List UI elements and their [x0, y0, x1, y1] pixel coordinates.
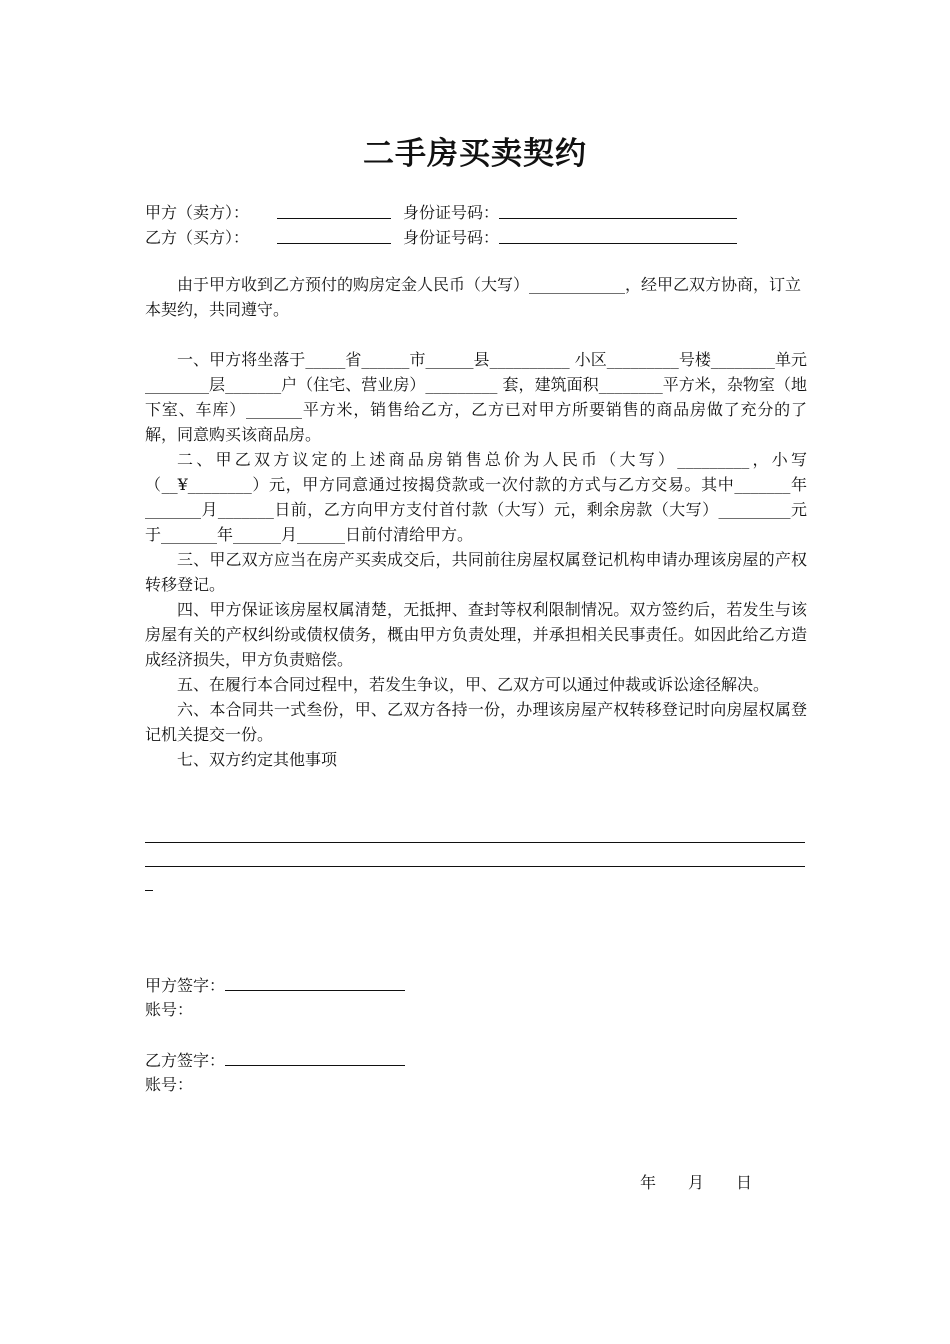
clause-2: 二、甲乙双方议定的上述商品房销售总价为人民币（大写）_________，小写（__¥________）元，甲方同意通过按揭贷款或一次付款的方式与乙方交易。其中_______年_______月_______日前，乙方向甲方支付首付款（大写）元，剩余房款（大写）_________元于_______年______月______日前付清给甲方。: [145, 450, 807, 544]
buyer-account-label: 账号：: [145, 1075, 194, 1094]
clause-6: 六、本合同共一式叁份，甲、乙双方各持一份，办理该房屋产权转移登记时向房屋权属登记机关提交一份。: [145, 700, 807, 744]
other-matters-line-1[interactable]: [145, 842, 805, 843]
buyer-signature-label: 乙方签字：: [145, 1051, 226, 1070]
seller-id-label: 身份证号码：: [403, 203, 500, 222]
buyer-label: 乙方（买方）：: [145, 228, 250, 247]
buyer-name-blank[interactable]: [277, 225, 391, 244]
seller-account-label: 账号：: [145, 1000, 194, 1019]
seller-row: [145, 200, 737, 225]
document-title: 二手房买卖契约: [363, 136, 587, 172]
seller-name-blank[interactable]: [277, 200, 391, 219]
other-matters-line-3[interactable]: [145, 890, 153, 891]
seller-id-blank[interactable]: [499, 200, 737, 219]
clause-3: 三、甲乙双方应当在房产买卖成交后，共同前往房屋权属登记机构申请办理该房屋的产权转移登记。: [145, 550, 807, 594]
buyer-signature-blank[interactable]: [225, 1047, 405, 1066]
seller-signature-blank[interactable]: [225, 972, 405, 991]
other-matters-line-2[interactable]: [145, 866, 805, 867]
buyer-row: [145, 225, 737, 250]
buyer-id-blank[interactable]: [499, 225, 737, 244]
seller-signature-row: [145, 972, 405, 998]
seller-signature-label: 甲方签字：: [145, 976, 226, 995]
clauses-section: [145, 347, 807, 772]
intro-paragraph: 由于甲方收到乙方预付的购房定金人民币（大写）____________，经甲乙双方协商，订立本契约，共同遵守。: [145, 275, 802, 319]
clause-4: 四、甲方保证该房屋权属清楚，无抵押、查封等权利限制情况。双方签约后，若发生与该房屋有关的产权纠纷或债权债务，概由甲方负责处理，并承担相关民事责任。如因此给乙方造成经济损失，甲方负责赔偿。: [145, 600, 807, 669]
clause-5: 五、在履行本合同过程中，若发生争议，甲、乙双方可以通过仲裁或诉讼途径解决。: [177, 675, 770, 694]
buyer-id-label: 身份证号码：: [403, 228, 500, 247]
seller-label: 甲方（卖方）：: [145, 203, 250, 222]
buyer-signature-row: [145, 1047, 405, 1073]
clause-1: 一、甲方将坐落于_____省______市______县__________ 小区_________号楼________单元________层_______户（住宅、营业房）_________ 套，建筑面积________平方米，杂物室（地下室、车库）_______平方米，销售给乙方，乙方已对甲方所要销售的商品房做了充分的了解，同意购买该商品房。: [145, 350, 807, 444]
clause-7: 七、双方约定其他事项: [177, 750, 338, 769]
intro-section: [145, 272, 807, 322]
date-line: 年 月 日: [640, 1173, 753, 1192]
